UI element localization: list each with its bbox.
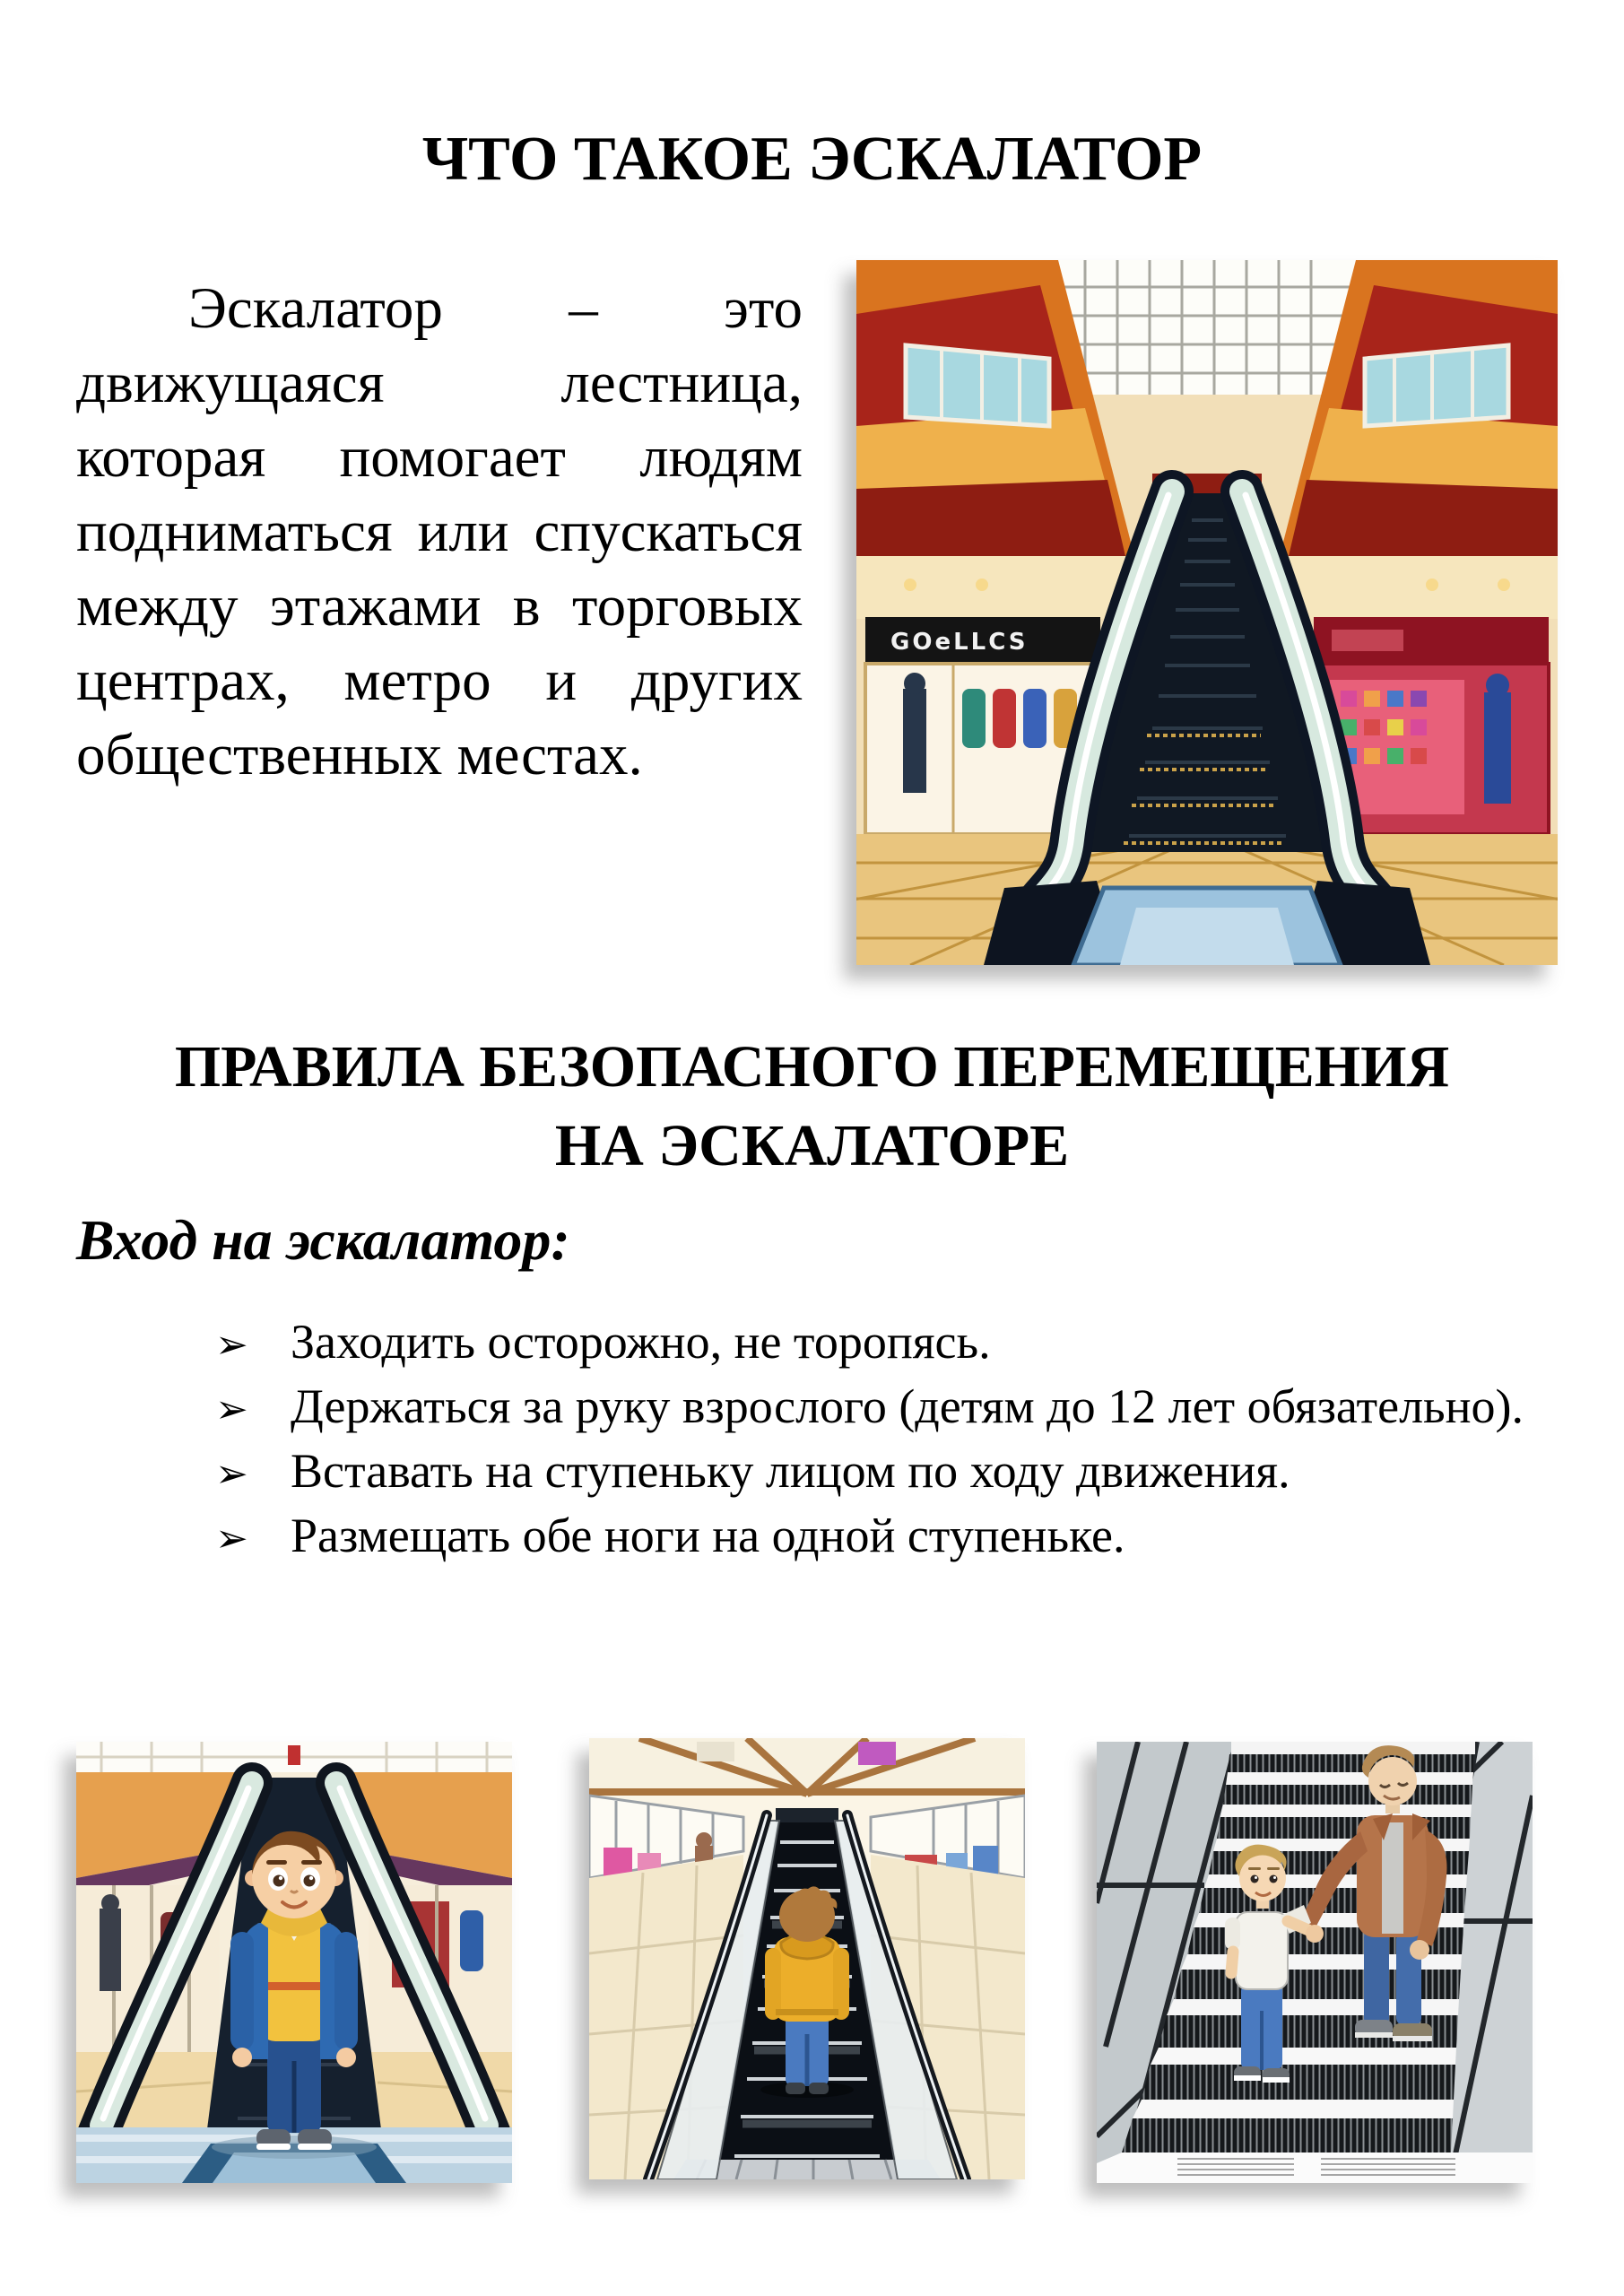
intro-paragraph: Эскалатор – это движущаяся лестница, которая помогает людям подниматься или спускаться между этажами в торговых центрах, метро и других общественных местах. bbox=[76, 276, 803, 787]
boy-front-escalator-art bbox=[76, 1742, 512, 2183]
rule-item-2 bbox=[76, 1376, 1549, 1440]
rule-item-1 bbox=[76, 1311, 1549, 1376]
section-heading-line1: ПРАВИЛА БЕЗОПАСНОГО ПЕРЕМЕЩЕНИЯ bbox=[174, 1034, 1450, 1100]
boy-front-escalator-image bbox=[76, 1742, 512, 2183]
boy-back-escalator-art bbox=[589, 1738, 1025, 2179]
rule-text: Держаться за руку взрослого (детям до 12 лет обязательно). bbox=[291, 1379, 1524, 1433]
rule-text: Размещать обе ноги на одной ступеньке. bbox=[291, 1509, 1125, 1562]
rules-list bbox=[76, 1311, 1549, 1570]
rule-text: Вставать на ступеньку лицом по ходу движения. bbox=[291, 1444, 1290, 1498]
arrow-bullet-icon: ➢ bbox=[215, 1451, 248, 1497]
arrow-bullet-icon: ➢ bbox=[215, 1322, 248, 1368]
boy-back-escalator-image bbox=[589, 1738, 1025, 2179]
rule-item-3 bbox=[76, 1440, 1549, 1505]
rule-text: Заходить осторожно, не торопясь. bbox=[291, 1315, 991, 1369]
arrow-bullet-icon: ➢ bbox=[215, 1387, 248, 1432]
rule-item-4 bbox=[76, 1505, 1549, 1570]
page-title: ЧТО ТАКОЕ ЭСКАЛАТОР bbox=[421, 125, 1203, 194]
arrow-bullet-icon: ➢ bbox=[215, 1516, 248, 1561]
section-heading-line2: НА ЭСКАЛАТОРЕ bbox=[554, 1113, 1070, 1178]
escalator-mall-image bbox=[856, 260, 1558, 965]
store-sign-text: GOeLLCS bbox=[890, 629, 1029, 656]
adult-child-escalator-art bbox=[1097, 1742, 1533, 2183]
escalator-mall-art bbox=[856, 260, 1558, 965]
subsection-heading: Вход на эскалатор: bbox=[76, 1208, 570, 1272]
section-heading bbox=[0, 1028, 1624, 1186]
adult-child-escalator-image bbox=[1097, 1742, 1533, 2183]
